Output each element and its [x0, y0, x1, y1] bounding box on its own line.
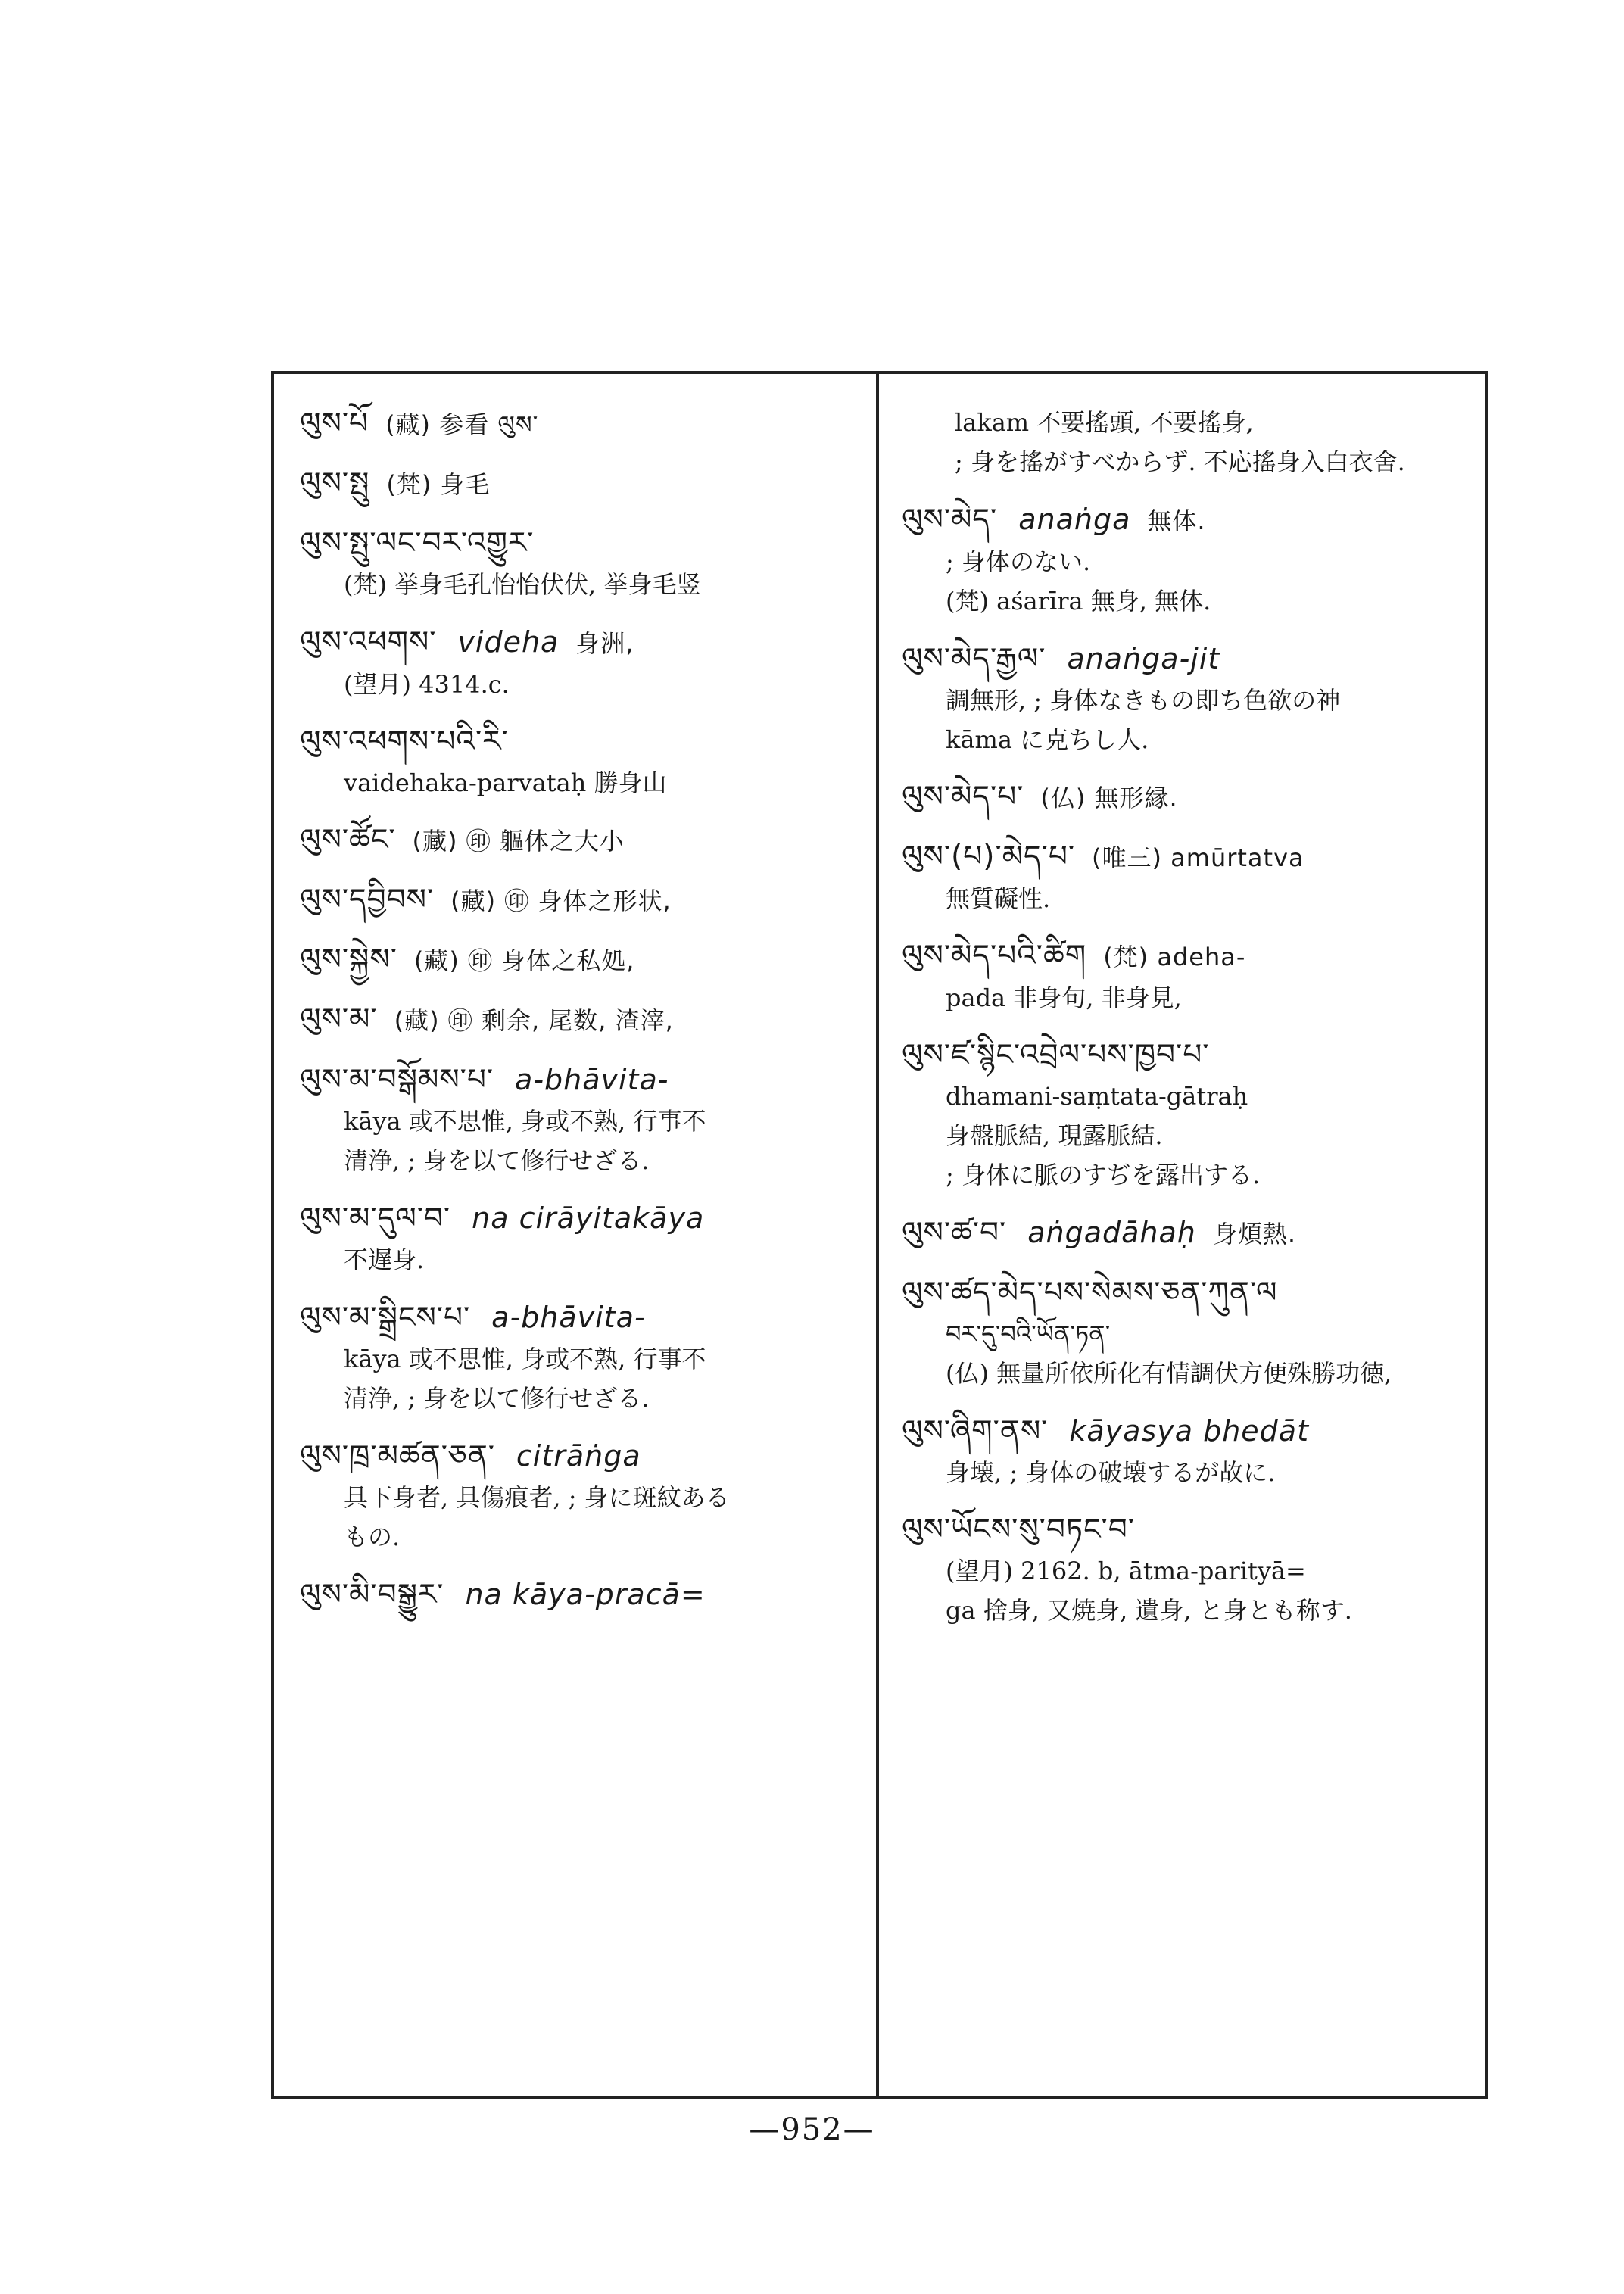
entry-headline: [300, 819, 858, 862]
entry-headline: [300, 522, 858, 565]
dictionary-entry: [300, 1435, 858, 1557]
entry-gloss: 身洲,: [575, 629, 634, 658]
sanskrit-equivalent: na cirāyitakāya: [472, 1202, 705, 1235]
entry-headline: [300, 1197, 858, 1240]
tibetan-headword: ལུས་མེད་པའི་ཚིག: [902, 939, 1087, 973]
entry-headline: [902, 1509, 1470, 1551]
entry-headline: [902, 836, 1470, 879]
entry-headline: [300, 1058, 858, 1102]
entry-line: 身壊, ; 身体の破壊するが故に.: [946, 1458, 1276, 1487]
entry-line: 不遅身.: [344, 1245, 425, 1274]
entry-headline: [300, 1573, 858, 1616]
entry-headline: [300, 1435, 858, 1478]
tibetan-headword: ལུས་ཞིག་ནས་: [902, 1414, 1049, 1448]
tibetan-headword: ལུས་མི་བསྒྱུར་: [300, 1578, 444, 1612]
dictionary-entry: [300, 621, 858, 704]
entry-gloss: (唯三) amūrtatva: [1092, 843, 1304, 872]
entry-line: ; 身体のない.: [946, 547, 1091, 576]
entry-line: ga 捨身, 又焼身, 遺身, と身とも称す.: [946, 1596, 1352, 1625]
dictionary-entry: [300, 999, 858, 1042]
entry-line: ; 身体に脈のすぢを露出する.: [946, 1161, 1261, 1189]
tibetan-headword: ལུས་འཕགས་པའི་རི་: [300, 725, 509, 759]
tibetan-headword: ལུས་མ་: [300, 1002, 378, 1036]
tibetan-headword: ལུས་མ་བསྒོམས་པ་: [300, 1063, 494, 1097]
entry-line: kāya 或不思惟, 身或不熟, 行事不: [344, 1107, 706, 1136]
tibetan-headword: ལུས་ཚོང་: [300, 823, 396, 857]
tibetan-headword: ལུས་ཡོངས་སུ་བཏང་བ་: [902, 1513, 1135, 1547]
dictionary-entry: [902, 1272, 1470, 1393]
entry-headline: [300, 721, 858, 763]
dictionary-entry: [300, 1296, 858, 1418]
entry-line: (望月) 4314.c.: [344, 670, 510, 699]
entry-headline: [902, 1034, 1470, 1077]
dictionary-entry: [902, 403, 1470, 482]
entry-gloss: (藏) ㊞ 軀体之大小: [412, 827, 625, 856]
tibetan-headword: ལུས་མ་དུལ་བ་: [300, 1202, 451, 1236]
page-number: —952—: [749, 2112, 875, 2147]
dictionary-entry: [300, 1573, 858, 1616]
entry-headline: [300, 1296, 858, 1339]
dictionary-entry: [902, 498, 1470, 621]
entry-line: 無質礙性.: [946, 884, 1051, 913]
entry-line: 身盤脈結, 現露脈結.: [946, 1121, 1163, 1150]
entry-line: 調無形, ; 身体なきもの即ち色欲の神: [946, 686, 1341, 715]
entry-headline: [300, 621, 858, 665]
tibetan-headword: ལུས་མེད་པ་: [902, 780, 1024, 814]
entry-line: བར་དུ་བའི་ཡོན་ཏན་: [946, 1320, 1111, 1348]
dictionary-entry: [300, 939, 858, 982]
dictionary-entry: [902, 637, 1470, 759]
entry-line: 具下身者, 具傷痕者, ; 身に斑紋ある: [344, 1483, 730, 1512]
sanskrit-equivalent: na kāya-pracā=: [465, 1578, 706, 1611]
right-column: [879, 374, 1485, 2096]
sanskrit-equivalent: a-bhāvita-: [491, 1301, 646, 1334]
dictionary-entry: [902, 1410, 1470, 1492]
tibetan-headword: ལུས་སྤུ་ལང་བར་འགྱུར་: [300, 526, 535, 560]
entry-line: kāya 或不思惟, 身或不熟, 行事不: [344, 1345, 706, 1373]
entry-headline: [902, 776, 1470, 819]
dictionary-entry: [300, 1197, 858, 1279]
sanskrit-equivalent: kāyasya bhedāt: [1069, 1414, 1309, 1448]
entry-line: もの.: [344, 1523, 401, 1551]
entry-gloss: 無体.: [1147, 506, 1206, 535]
tibetan-headword: ལུས་ཚད་མེད་པས་སེམས་ཅན་ཀུན་ལ: [902, 1276, 1278, 1310]
entry-line: vaidehaka-parvataḥ 勝身山: [344, 768, 667, 797]
dictionary-entry: [300, 403, 858, 446]
dictionary-entry: [300, 463, 858, 506]
tibetan-headword: ལུས་འཕགས་: [300, 625, 437, 659]
entry-gloss: 身煩熱.: [1212, 1220, 1297, 1248]
sanskrit-equivalent: citrāṅga: [516, 1439, 641, 1473]
page-frame: [271, 371, 1488, 2099]
entry-line: (梵) aśarīra 無身, 無体.: [946, 587, 1211, 616]
tibetan-headword: ལུས་དབྱིབས་: [300, 883, 435, 917]
entry-headline: [300, 999, 858, 1042]
entry-line: dhamani-saṃtata-gātraḥ: [946, 1082, 1248, 1111]
entry-line: (望月) 2162. b, ātma-parityā=: [946, 1557, 1306, 1585]
tibetan-headword: ལུས་ཛ་སྙིང་འབྲེལ་པས་ཁྱབ་པ་: [902, 1038, 1210, 1072]
tibetan-headword: ལུས་མེད་: [902, 503, 998, 537]
entry-gloss: (藏) ㊞ 身体之私処,: [413, 946, 635, 975]
tibetan-headword: ལུས་སྤུ: [300, 466, 370, 500]
entry-headline: [902, 637, 1470, 681]
entry-gloss: (仏) 無形縁.: [1040, 784, 1178, 812]
entry-line: ; 身を搖がすべからず. 不応搖身入白衣舍.: [955, 447, 1405, 476]
dictionary-entry: [902, 776, 1470, 819]
entry-line: lakam 不要搖頭, 不要搖身,: [955, 408, 1254, 437]
sanskrit-equivalent: anaṅga: [1018, 503, 1131, 536]
entry-headline: [902, 1272, 1470, 1314]
entry-gloss: (藏) 参看 ལུས་: [385, 410, 539, 439]
sanskrit-equivalent: anaṅga-jit: [1067, 642, 1220, 675]
left-column: [274, 374, 876, 2096]
entry-gloss: (梵) 身毛: [386, 470, 491, 499]
entry-headline: [902, 1211, 1470, 1255]
dictionary-entry: [902, 1509, 1470, 1630]
tibetan-headword: ལུས་ཚ་བ་: [902, 1216, 1007, 1250]
dictionary-entry: [300, 819, 858, 862]
sanskrit-equivalent: a-bhāvita-: [515, 1063, 669, 1096]
entry-gloss: (藏) ㊞ 剩余, 尾数, 渣滓,: [394, 1006, 674, 1035]
entry-headline: [300, 403, 858, 446]
tibetan-headword: ལུས་སྐྱེས་: [300, 943, 397, 977]
entry-line: 清浄, ; 身を以て修行せざる.: [344, 1146, 650, 1175]
entry-headline: [902, 1410, 1470, 1453]
entry-line: pada 非身句, 非身見,: [946, 983, 1182, 1012]
entry-line: (仏) 無量所依所化有情調伏方便殊勝功徳,: [946, 1359, 1392, 1388]
entry-line: kāma に克ちし人.: [946, 725, 1149, 754]
dictionary-entry: [902, 1211, 1470, 1255]
entry-line: (梵) 挙身毛孔怡怡伏伏, 挙身毛竖: [344, 570, 701, 599]
dictionary-entry: [300, 879, 858, 922]
entry-headline: [902, 498, 1470, 542]
dictionary-entry: [902, 836, 1470, 918]
entry-line: 清浄, ; 身を以て修行せざる.: [344, 1384, 650, 1413]
sanskrit-equivalent: videha: [457, 625, 560, 659]
entry-headline: [300, 463, 858, 506]
dictionary-entry: [300, 721, 858, 803]
entry-gloss: (藏) ㊞ 身体之形状,: [450, 887, 672, 915]
tibetan-headword: ལུས་མེད་རྒྱལ་: [902, 642, 1046, 676]
tibetan-headword: ལུས་པོ: [300, 407, 369, 441]
entry-headline: [902, 935, 1470, 978]
sanskrit-equivalent: aṅgadāhaḥ: [1027, 1216, 1196, 1249]
dictionary-entry: [300, 1058, 858, 1180]
entry-headline: [300, 879, 858, 922]
tibetan-headword: ལུས་ཁྲ་མཚན་ཅན་: [300, 1439, 495, 1473]
tibetan-headword: ལུས་མ་སྒྲིངས་པ་: [300, 1301, 471, 1335]
dictionary-entry: [902, 1034, 1470, 1195]
dictionary-entry: [902, 935, 1470, 1018]
tibetan-headword: ལུས་(པ)་མེད་པ་: [902, 840, 1076, 874]
entry-headline: [300, 939, 858, 982]
dictionary-entry: [300, 522, 858, 604]
entry-gloss: (梵) adeha-: [1103, 943, 1246, 971]
